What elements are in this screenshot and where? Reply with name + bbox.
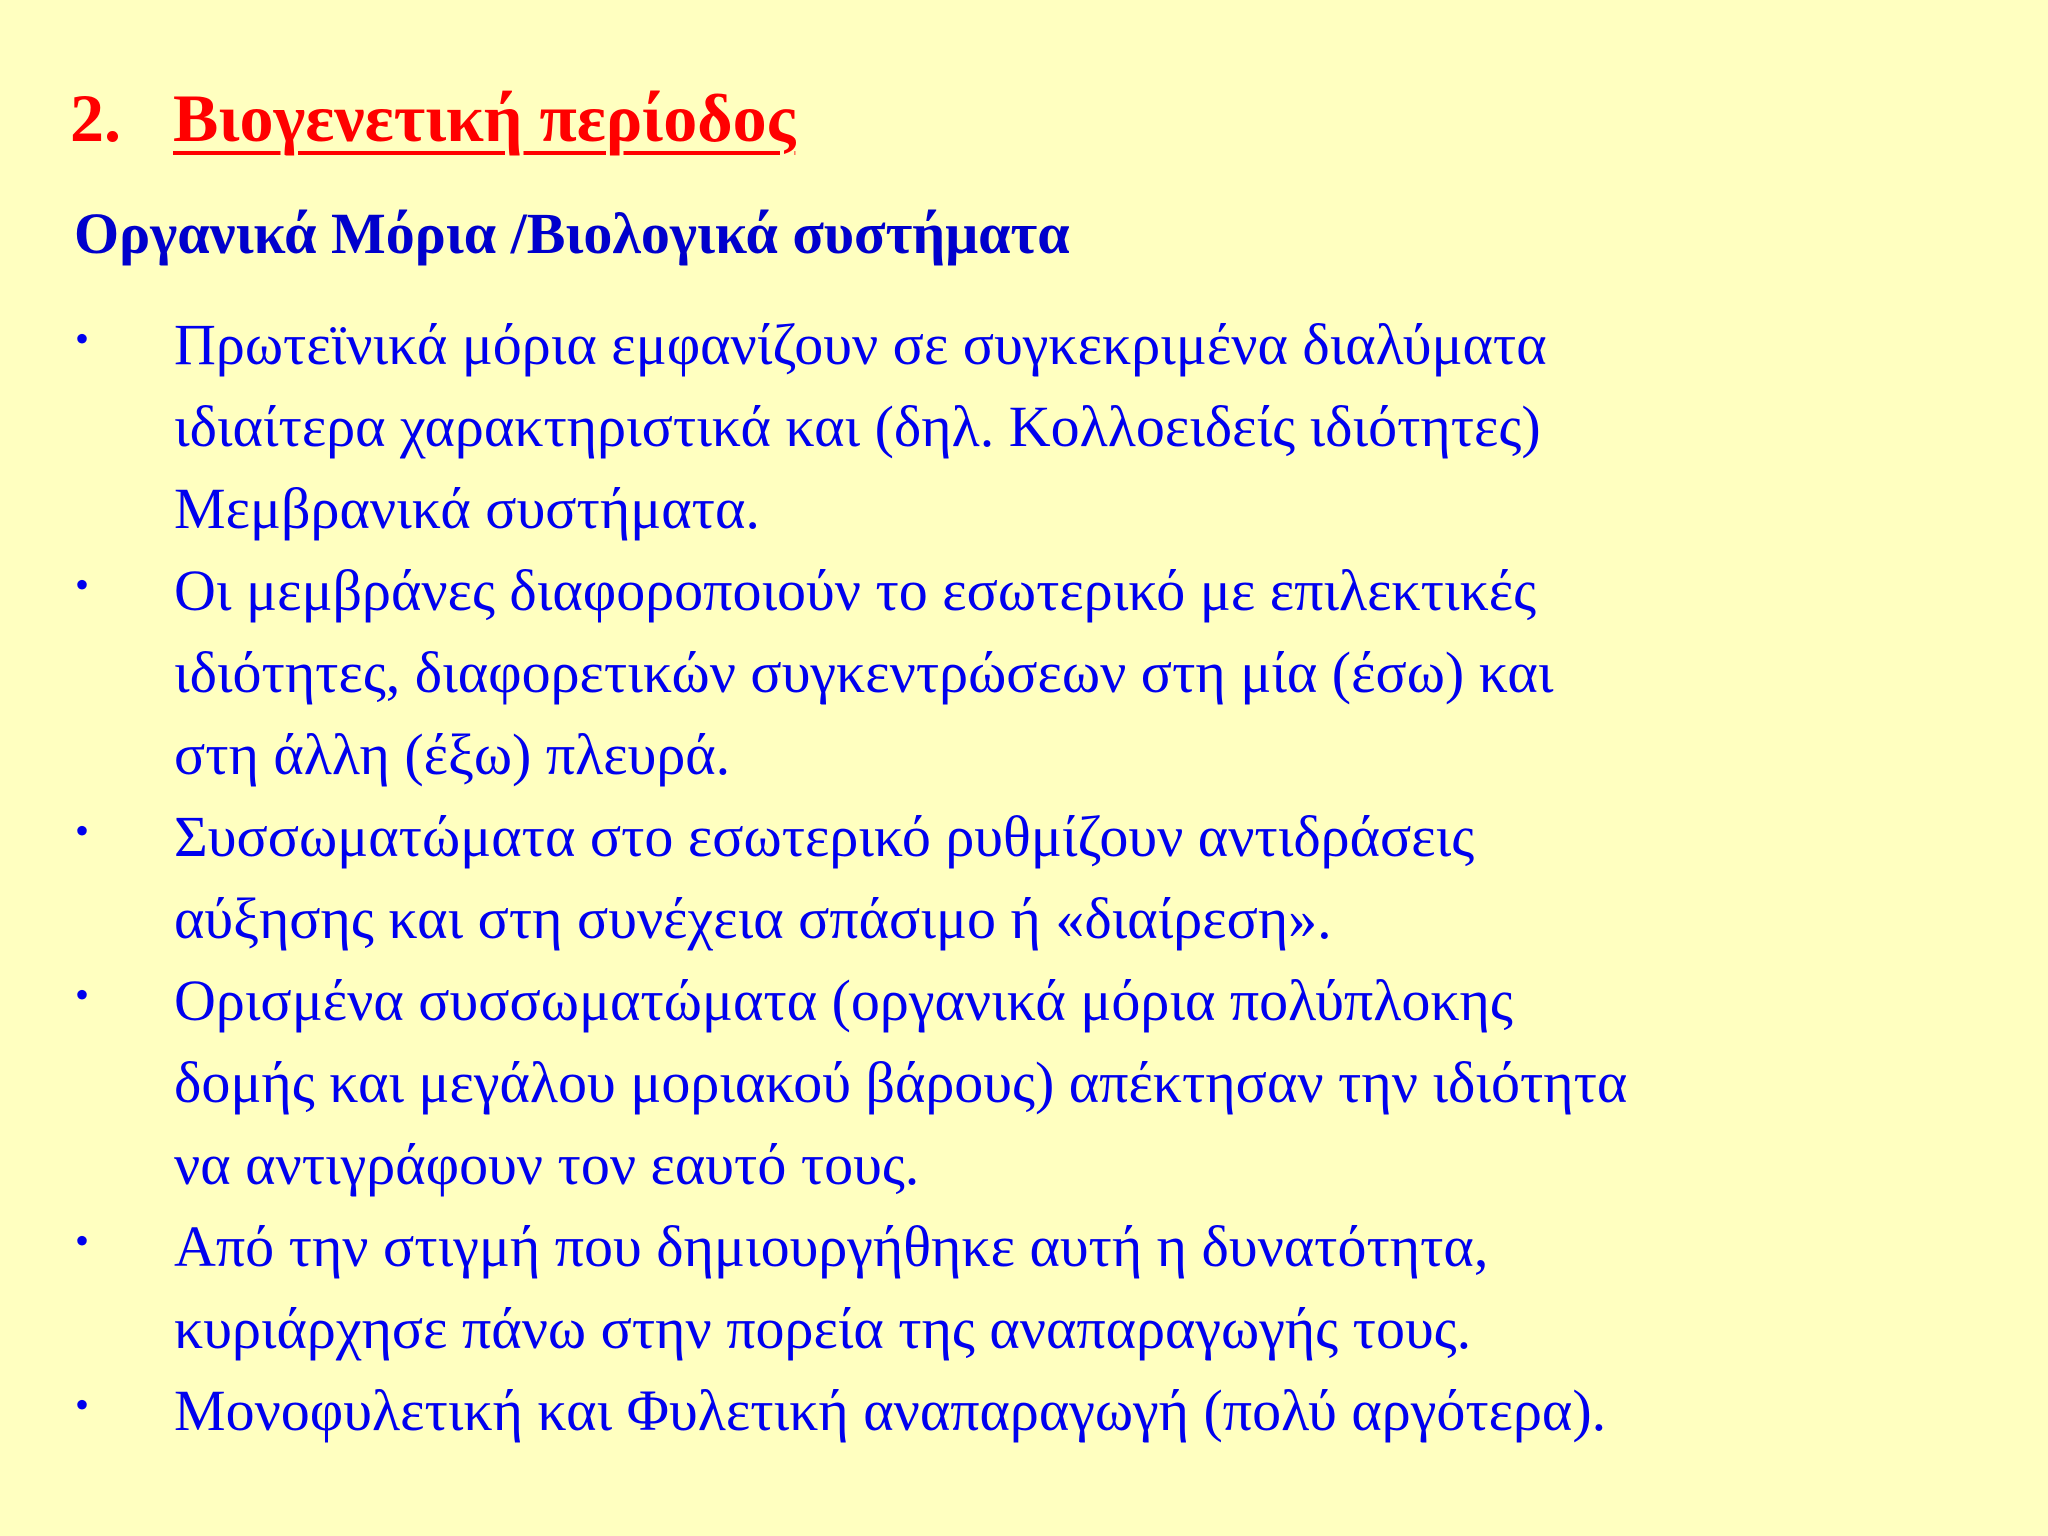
slide-subtitle: Οργανικά Μόρια /Βιολογικά συστήματα: [74, 201, 1070, 266]
bullet-item: [0, 1370, 2048, 1452]
bullet-text-line: Οι μεμβράνες διαφοροποιούν το εσωτερικό με επιλεκτικές: [174, 558, 1537, 623]
bullet-dot-icon: •: [75, 808, 90, 853]
bullet-text-line: δομής και μεγάλου μοριακού βάρους) απέκτησαν την ιδιότητα: [174, 1050, 1628, 1115]
bullet-item: [0, 304, 2048, 550]
bullet-text-line: Μεμβρανικά συστήματα.: [174, 476, 760, 541]
bullet-text-line: Από την στιγμή που δημιουργήθηκε αυτή η δυνατότητα,: [174, 1214, 1489, 1279]
bullet-text-line: ιδιαίτερα χαρακτηριστικά και (δηλ. Κολλοειδείς ιδιότητες): [174, 394, 1541, 459]
bullet-item: [0, 1206, 2048, 1370]
bullet-dot-icon: •: [75, 1218, 90, 1263]
bullet-text-line: ιδιότητες, διαφορετικών συγκεντρώσεων στη μία (έσω) και: [174, 640, 1554, 705]
slide-title: [70, 78, 795, 158]
bullet-text-line: Πρωτεϊνικά μόρια εμφανίζουν σε συγκεκριμένα διαλύματα: [174, 312, 1547, 377]
bullet-text-line: Συσσωματώματα στο εσωτερικό ρυθμίζουν αντιδράσεις: [174, 804, 1475, 869]
bullet-text-line: να αντιγράφουν τον εαυτό τους.: [174, 1132, 920, 1197]
bullet-text-line: αύξησης και στη συνέχεια σπάσιμο ή «διαίρεση».: [174, 886, 1332, 951]
title-number: 2.: [70, 80, 121, 156]
bullet-dot-icon: •: [75, 562, 90, 607]
bullet-item: [0, 550, 2048, 796]
bullet-dot-icon: •: [75, 972, 90, 1017]
title-text: Βιογενετική περίοδος: [173, 80, 796, 156]
bullet-item: [0, 960, 2048, 1206]
bullet-list: [0, 304, 2048, 1452]
bullet-text-line: Μονοφυλετική και Φυλετική αναπαραγωγή (πολύ αργότερα).: [174, 1378, 1607, 1443]
bullet-dot-icon: •: [75, 316, 90, 361]
bullet-text-line: Ορισμένα συσσωματώματα (οργανικά μόρια πολύπλοκης: [174, 968, 1513, 1033]
bullet-dot-icon: •: [75, 1382, 90, 1427]
bullet-text-line: κυριάρχησε πάνω στην πορεία της αναπαραγωγής τους.: [174, 1296, 1472, 1361]
bullet-text-line: στη άλλη (έξω) πλευρά.: [174, 722, 731, 787]
bullet-item: [0, 796, 2048, 960]
